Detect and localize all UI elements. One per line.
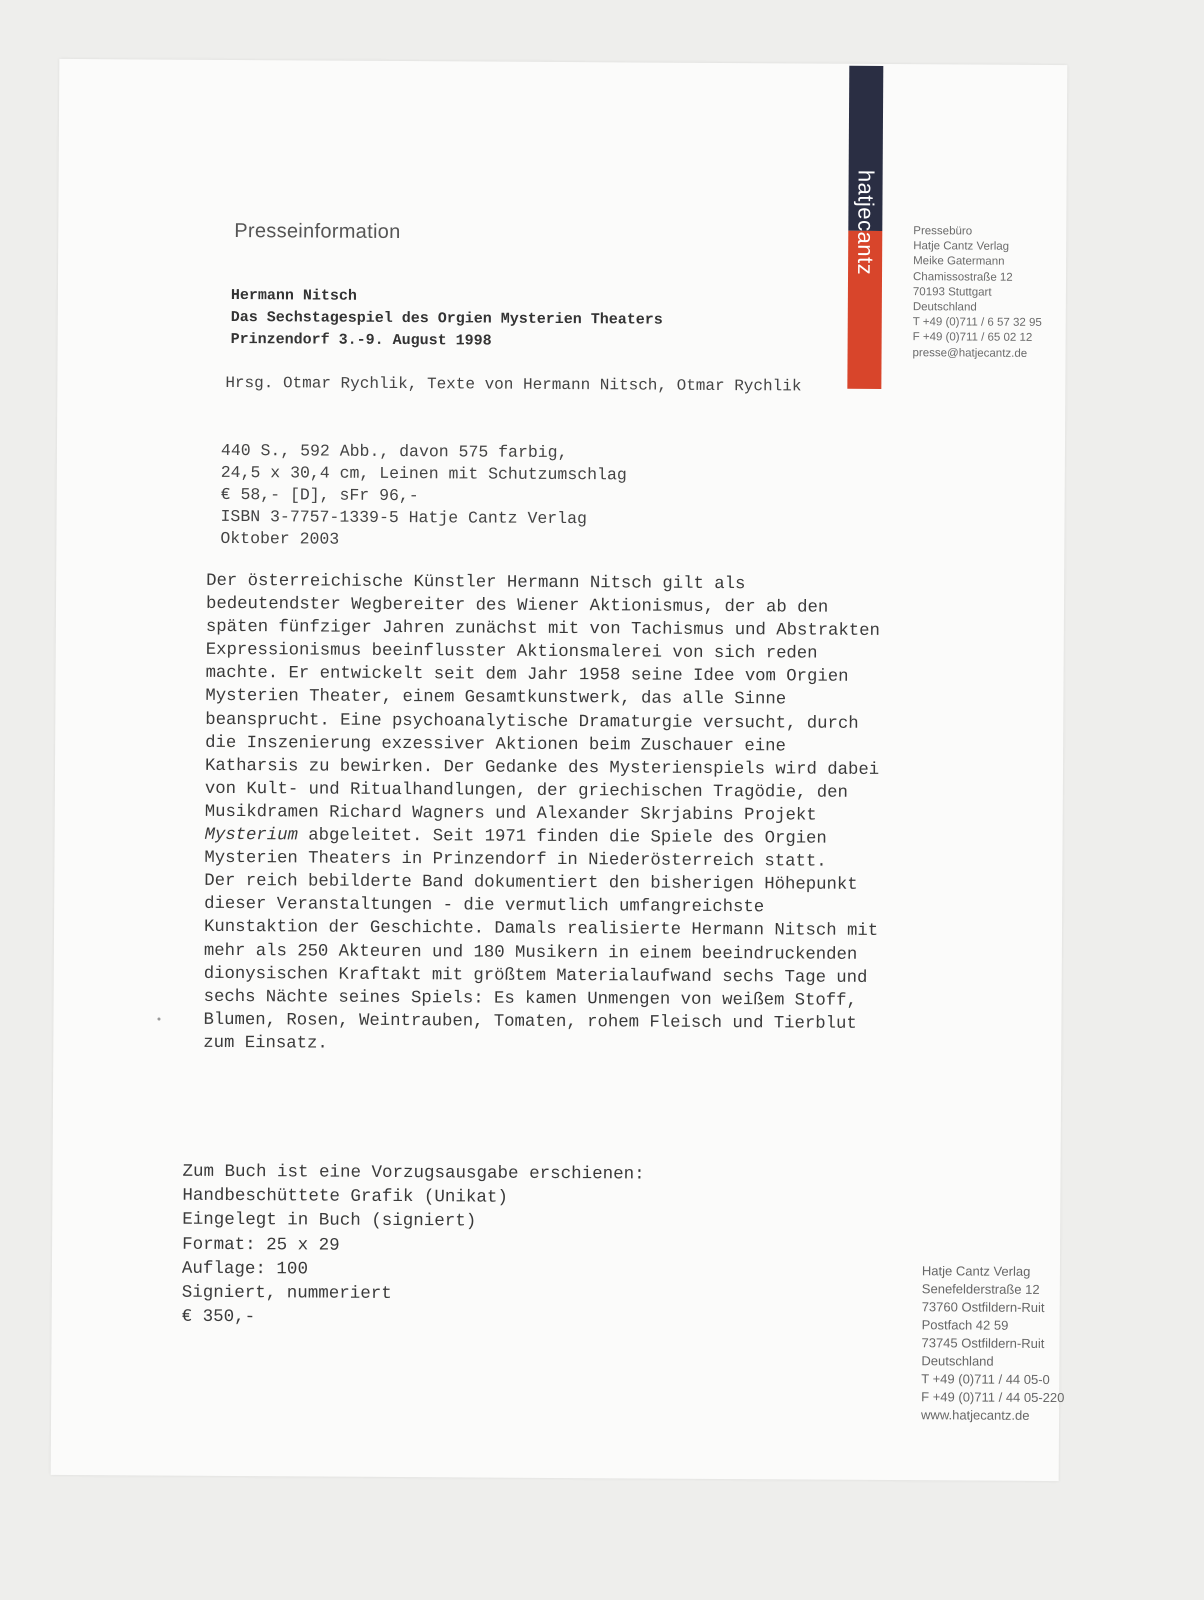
page-title: Presseinformation [234,220,401,244]
special-edition-line: Auflage: 100 [181,1258,309,1280]
book-editors: Hrsg. Otmar Rychlik, Texte von Hermann Nitsch, Otmar Rychlik [225,373,802,396]
book-heading [231,285,663,354]
body-p1-text: Der österreichische Künstler Hermann Nitsch gilt als bedeutendster Wegbereiter des Wiener Aktionismus, der ab den späten fünfziger Jahren zunächst mit von Tachismus und Abstrakten Expressionismus beeinflusster Aktionsmalerei von sich reden machte. Er entwickelt seit dem Jahr 1958 seine Idee vom Orgien Mysterien Theater, einem Gesamtkunstwerk, das alle Sinne beansprucht. Eine psychoanalytische Dramaturgie versucht, durch die Inszenierung exzessiver Aktionen beim Zuschauer eine Katharsis zu bewirken. Der Gedanke des Mysterienspiels wird dabei von Kult- und Ritualhandlungen, der griechischen Tragödie, den Musikdramen Richard Wagners und Alexander Skrjabins Projekt [204,571,881,826]
spec-line: ISBN 3-7757-1339-5 Hatje Cantz Verlag [220,506,587,529]
contact-line: Meike Gatermann [913,255,1005,269]
address-line: T +49 (0)711 / 44 05-0 [921,1371,1050,1388]
special-edition-price: € 350,- [181,1306,256,1328]
logo-text-hatje: hatje [853,169,879,221]
contact-line: Chamissostraße 12 [912,270,1013,284]
body-p1-text-end: abgeleitet. Seit 1971 finden die Spiele des Orgien Mysterien Theaters in Prinzendorf in Niederösterreich statt. [204,826,827,872]
special-edition-line: Zum Buch ist eine Vorzugsausgabe erschienen: [182,1161,645,1185]
address-line: Postfach 42 59 [921,1317,1009,1333]
press-office-contact [913,224,1043,362]
contact-line: Hatje Cantz Verlag [913,240,1010,253]
contact-line: Pressebüro [913,225,973,238]
contact-line: T +49 (0)711 / 6 57 32 95 [912,316,1042,330]
paper-speck [157,1018,160,1021]
body-p1-italic: Mysterium [204,825,298,846]
special-edition-block [182,1160,645,1332]
body-paragraph-1 [204,570,886,874]
address-line: 73745 Ostfildern-Ruit [921,1335,1045,1351]
special-edition-line: Signiert, nummeriert [181,1282,392,1305]
body-paragraph-2: Der reich bebilderte Band dokumentiert den bisherigen Höhepunkt dieser Veranstaltungen - die vermutlich umfangreichste Kunstaktion der Geschichte. Damals realisierte Hermann Nitsch mit mehr als 250 Akteuren und 180 Musikern in einem beeindruckenden dionysischen Kraftakt mit größtem Materialaufwand sechs Tage und sechs Nächte seines Spiels: Es kamen Unmengen von weißem Stoff, Blumen, Rosen, Weintrauben, Tomaten, rohem Fleisch und Tierblut zum Einsatz. [203,872,879,1054]
hatje-cantz-logo [847,66,883,389]
contact-line: F +49 (0)711 / 65 02 12 [912,331,1033,345]
publisher-address [921,1262,1065,1425]
address-line: Hatje Cantz Verlag [921,1263,1031,1279]
contact-email: presse@hatjecantz.de [912,346,1028,360]
special-edition-line: Eingelegt in Buch (signiert) [182,1210,477,1232]
contact-line: Deutschland [912,301,977,314]
spec-line: € 58,- [D], sFr 96,- [220,484,419,506]
book-specs [220,440,627,552]
address-line: F +49 (0)711 / 44 05-220 [921,1389,1065,1406]
book-title: Das Sechstagespiel des Orgien Mysterien Theaters [230,308,663,329]
spec-line: 440 S., 592 Abb., davon 575 farbig, [220,440,568,463]
logo-text [852,170,879,275]
book-author: Hermann Nitsch [230,286,357,305]
special-edition-line: Handbeschüttete Grafik (Unikat) [182,1185,509,1208]
address-line: Senefelderstraße 12 [921,1281,1040,1297]
address-line: 73760 Ostfildern-Ruit [921,1299,1045,1315]
logo-text-cantz: cantz [853,220,879,276]
book-subtitle: Prinzendorf 3.-9. August 1998 [230,330,492,350]
spec-line: 24,5 x 30,4 cm, Leinen mit Schutzumschlag [220,462,627,485]
body-text [203,570,886,1059]
special-edition-line: Format: 25 x 29 [182,1234,340,1256]
spec-line: Oktober 2003 [220,528,340,549]
publisher-website: www.hatjecantz.de [921,1407,1030,1423]
document-sheet [51,59,1068,1481]
contact-line: 70193 Stuttgart [912,285,992,299]
address-line: Deutschland [921,1353,994,1369]
